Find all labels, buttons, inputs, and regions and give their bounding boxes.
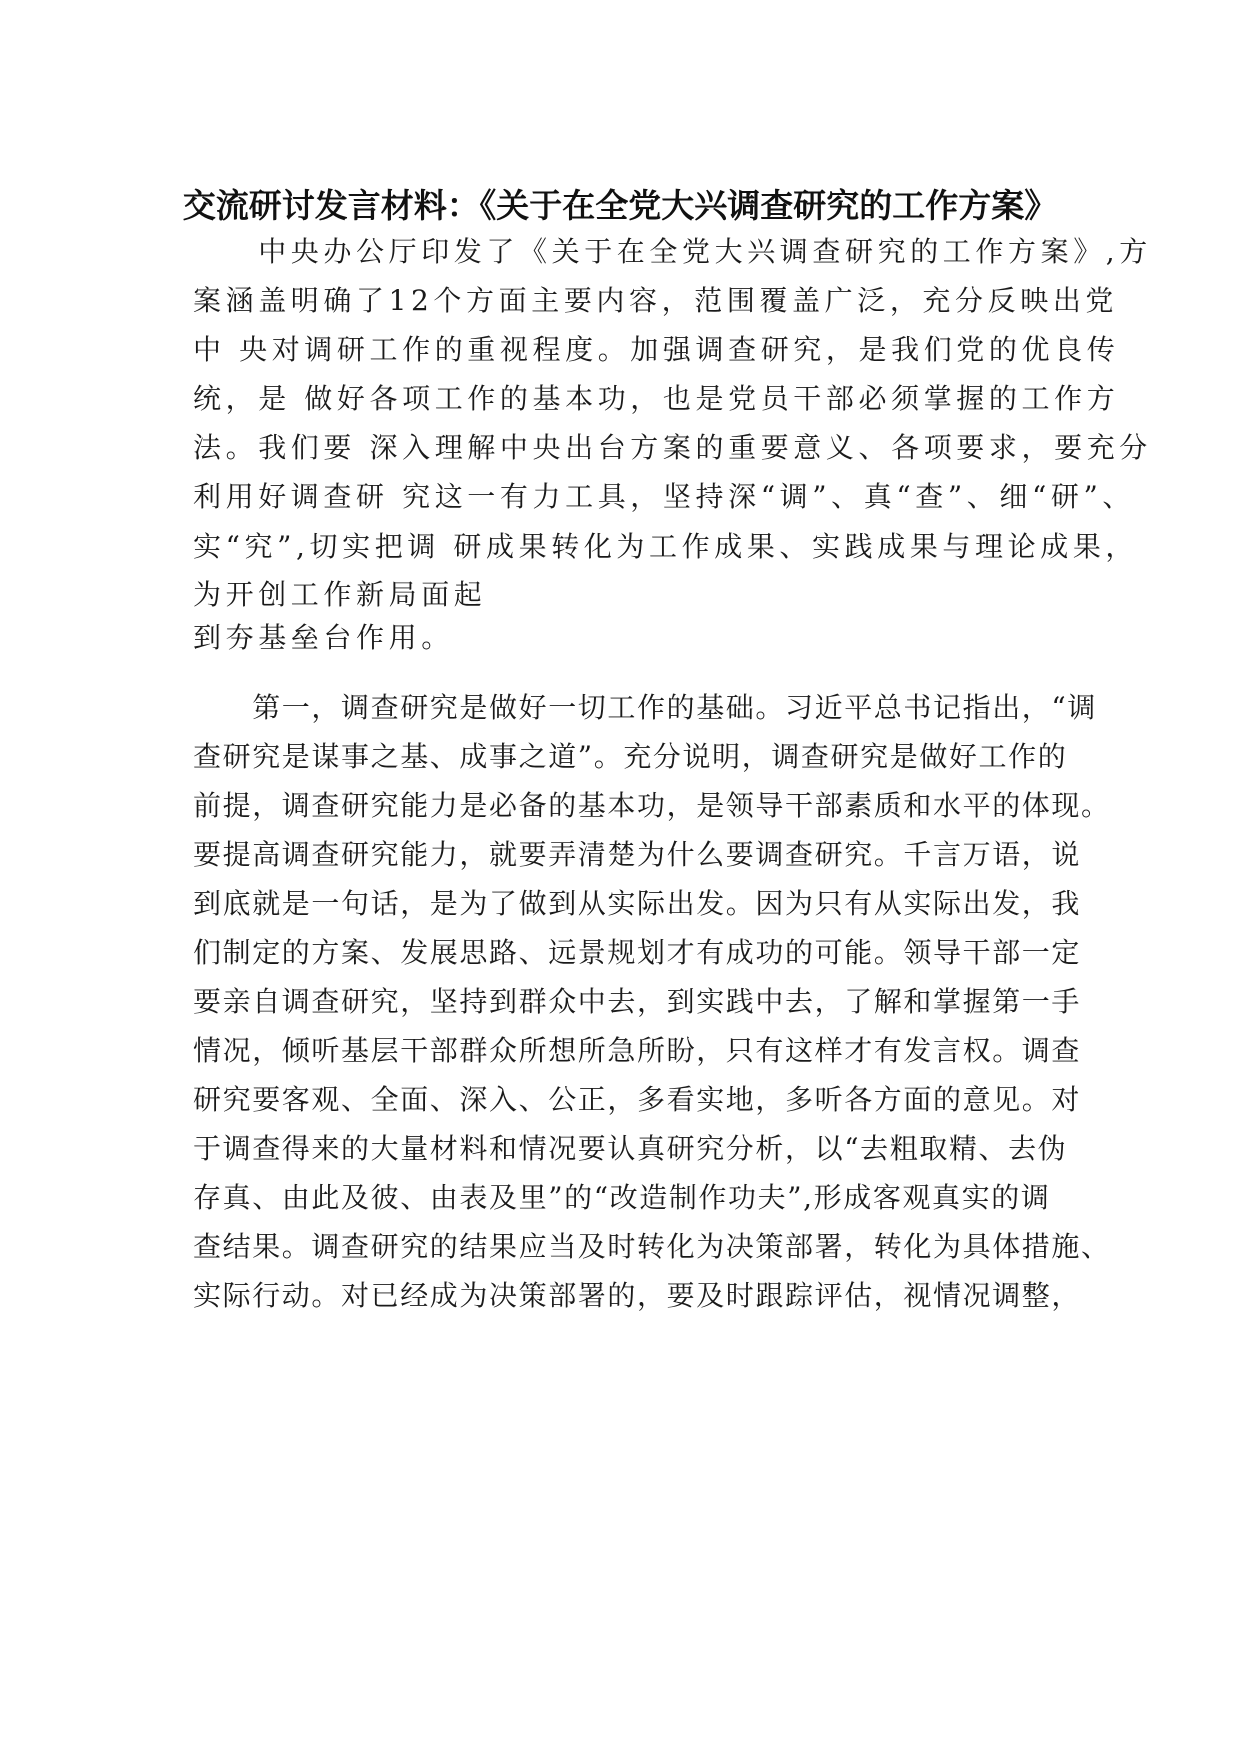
paragraph-2-line: 第一，调查研究是做好一切工作的基础。习近平总书记指出，“调 (193, 691, 1097, 724)
document-title: 交流研讨发言材料：《关于在全党大兴调查研究的工作方案》 (182, 186, 1058, 225)
paragraph-2-line: 要提高调查研究能力，就要弄清楚为什么要调查研究。千言万语，说 (193, 838, 1082, 871)
paragraph-2-line: 情况，倾听基层干部群众所想所急所盼，只有这样才有发言权。调查 (193, 1034, 1082, 1067)
paragraph-2-line: 查研究是谋事之基、成事之道”。充分说明，调查研究是做好工作的 (193, 740, 1068, 773)
paragraph-2-line: 实际行动。对已经成为决策部署的，要及时跟踪评估，视情况调整， (193, 1279, 1082, 1312)
paragraph-2-line: 们制定的方案、发展思路、远景规划才有成功的可能。领导干部一定 (193, 936, 1082, 969)
paragraph-2-line: 于调查得来的大量材料和情况要认真研究分析，以“去粗取精、去伪 (193, 1132, 1068, 1165)
paragraph-1-line: 到夯基垒台作用。 (193, 621, 454, 654)
paragraph-1-line: 法。我们要 深入理解中央出台方案的重要意义、各项要求，要充分 (193, 431, 1152, 464)
paragraph-2-line: 存真、由此及彼、由表及里”的“改造制作功夫”,形成客观真实的调 (193, 1181, 1051, 1214)
paragraph-1-line: 实“究”,切实把调 研成果转化为工作成果、实践成果与理论成果， (193, 530, 1139, 563)
paragraph-2-line: 前提，调查研究能力是必备的基本功，是领导干部素质和水平的体现。 (193, 789, 1111, 822)
paragraph-1-line: 统，是 做好各项工作的基本功，也是党员干部必须掌握的工作方 (193, 382, 1120, 415)
paragraph-2-line: 研究要客观、全面、深入、公正，多看实地，多听各方面的意见。对 (193, 1083, 1082, 1116)
paragraph-1-line: 中 央对调研工作的重视程度。加强调查研究，是我们党的优良传 (193, 333, 1120, 366)
paragraph-1-line: 为开创工作新局面起 (193, 578, 487, 611)
paragraph-1-line: 利用好调查研 究这一有力工具，坚持深“调”、真“查”、细“研”、 (193, 480, 1135, 513)
paragraph-2-line: 到底就是一句话，是为了做到从实际出发。因为只有从实际出发，我 (193, 887, 1082, 920)
paragraph-1-line: 中央办公厅印发了《关于在全党大兴调查研究的工作方案》,方 (193, 235, 1152, 268)
paragraph-2-line: 查结果。调查研究的结果应当及时转化为决策部署，转化为具体措施、 (193, 1230, 1111, 1263)
paragraph-2-line: 要亲自调查研究，坚持到群众中去，到实践中去，了解和掌握第一手 (193, 985, 1082, 1018)
paragraph-1-line: 案涵盖明确了12个方面主要内容，范围覆盖广泛，充分反映出党 (193, 284, 1119, 317)
